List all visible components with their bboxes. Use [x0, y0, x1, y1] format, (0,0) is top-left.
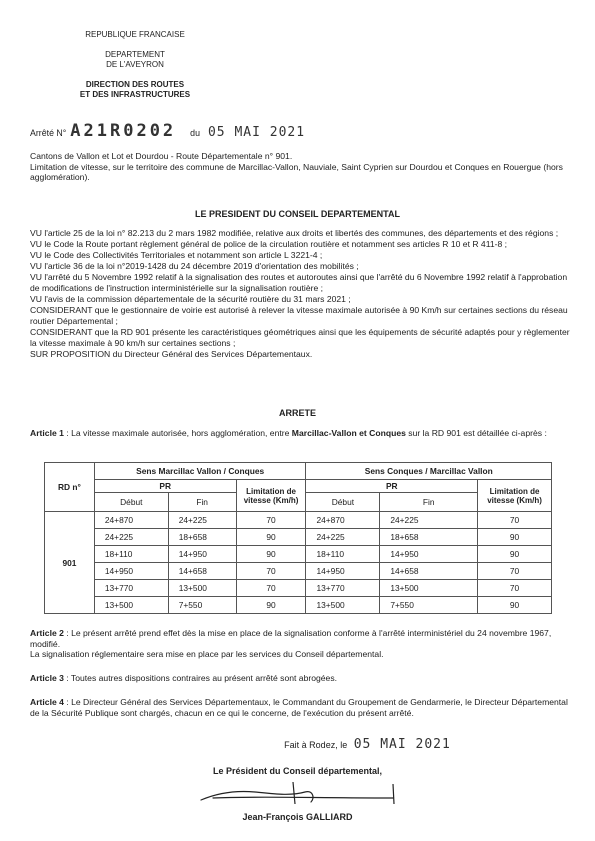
speed-limit-table [44, 462, 552, 614]
debut-1: 13+770 [94, 580, 168, 597]
signature-place: Fait à Rodez, le [284, 740, 348, 750]
article-1-label: Article 1 [30, 428, 64, 438]
handwritten-signature [195, 776, 405, 808]
arrete-du: du [190, 128, 200, 138]
article-1 [30, 428, 570, 439]
speed-2: 70 [478, 563, 552, 580]
debut-header-1: Début [94, 493, 168, 512]
speed-2: 70 [478, 512, 552, 529]
consideration-item: CONSIDERANT que la RD 901 présente les caractéristiques géométriques ainsi que les équipements de sécurité adaptés pour y règlementer la vitesse maximale à 90 km/h sur certaines sections ; [30, 327, 570, 348]
pr-header-1: PR [94, 480, 236, 493]
debut-2: 13+770 [306, 580, 380, 597]
fin-2: 24+225 [380, 512, 478, 529]
debut-1: 24+870 [94, 512, 168, 529]
fin-2: 18+658 [380, 529, 478, 546]
rd-header: RD n° [45, 463, 95, 512]
direction-1-header: Sens Marcillac Vallon / Conques [94, 463, 306, 480]
table-row [45, 580, 552, 597]
limit-header-1: Limitation de vitesse (Km/h) [236, 480, 306, 512]
intro-line-1: Cantons de Vallon et Lot et Dourdou - Route Départementale n° 901. [30, 151, 293, 161]
article-3 [30, 673, 570, 684]
debut-1: 14+950 [94, 563, 168, 580]
debut-2: 14+950 [306, 563, 380, 580]
fin-2: 7+550 [380, 597, 478, 614]
direction-label-2: ET DES INFRASTRUCTURES [79, 90, 191, 99]
speed-1: 90 [236, 546, 306, 563]
fin-1: 13+500 [168, 580, 236, 597]
speed-2: 90 [478, 529, 552, 546]
direction-label-1: DIRECTION DES ROUTES [85, 79, 185, 89]
table-row [45, 512, 552, 529]
department-name: DE L'AVEYRON [106, 60, 164, 69]
pr-header-2: PR [306, 480, 478, 493]
speed-2: 70 [478, 580, 552, 597]
table-row [45, 529, 552, 546]
signatory-first-name: Jean-François [242, 812, 307, 822]
speed-1: 90 [236, 529, 306, 546]
consideration-item: VU l'arrêté du 5 Novembre 1992 relatif à la signalisation des routes et autoroutes ainsi que l'arrêté du 6 Novembre 1992 relatif à l'approbation de modifications de l'instruction interministérielle sur la signalisation routière ; [30, 272, 568, 293]
signature-date-stamp: 05 MAI 2021 [353, 737, 451, 752]
fin-2: 14+658 [380, 563, 478, 580]
signature-place-date [70, 737, 595, 752]
signature-role: Le Président du Conseil départemental, [212, 766, 383, 776]
article-2-label: Article 2 [30, 628, 64, 638]
article-2 [30, 628, 570, 660]
considerations-list [30, 228, 570, 360]
table-row [45, 546, 552, 563]
consideration-item: VU le Code la Route portant règlement général de police de la circulation routière et notamment ses articles R 10 et R 411-8 ; [30, 239, 508, 249]
consideration-item: CONSIDERANT que le gestionnaire de voirie est autorisé à relever la vitesse maximale autorisée à 90 Km/h sur certaines sections du réseau routier Départemental ; [30, 305, 568, 326]
speed-1: 70 [236, 580, 306, 597]
article-1-bold: Marcillac-Vallon et Conques [291, 428, 406, 438]
consideration-item: VU l'article 36 de la loi n°2019-1428 du 24 décembre 2019 d'orientation des mobilités ; [30, 261, 359, 271]
fin-1: 14+950 [168, 546, 236, 563]
arrete-label: Arrêté N° [30, 128, 67, 138]
consideration-item: VU l'article 25 de la loi n° 82.213 du 2 mars 1982 modifiée, relative aux droits et libertés des communes, des départements et des régions ; [30, 228, 559, 238]
article-2-text: : Le présent arrêté prend effet dès la mise en place de la signalisation conforme à l'arrêté interministériel du 24 novembre 1967, modifié. [30, 628, 552, 649]
speed-2: 90 [478, 546, 552, 563]
article-3-label: Article 3 [30, 673, 64, 683]
debut-1: 24+225 [94, 529, 168, 546]
arrete-title: ARRETE [278, 408, 316, 418]
arrete-reference [30, 121, 305, 141]
arrete-date-stamp: 05 MAI 2021 [207, 125, 306, 140]
letterhead [20, 30, 250, 101]
debut-2: 18+110 [306, 546, 380, 563]
direction-2-header: Sens Conques / Marcillac Vallon [306, 463, 552, 480]
table-row [45, 563, 552, 580]
table-row [45, 597, 552, 614]
intro-paragraph [30, 151, 570, 183]
republic-label: REPUBLIQUE FRANCAISE [85, 30, 185, 39]
arrete-number-stamp: A21R0202 [70, 121, 177, 141]
limit-header-2: Limitation de vitesse (Km/h) [478, 480, 552, 512]
fin-2: 13+500 [380, 580, 478, 597]
president-title: LE PRESIDENT DU CONSEIL DEPARTEMENTAL [194, 209, 400, 219]
debut-2: 24+225 [306, 529, 380, 546]
fin-1: 18+658 [168, 529, 236, 546]
speed-2: 90 [478, 597, 552, 614]
debut-1: 13+500 [94, 597, 168, 614]
article-1-text-a: : La vitesse maximale autorisée, hors agglomération, entre [63, 428, 292, 438]
rd-number: 901 [45, 512, 95, 614]
signatory-last-name: GALLIARD [306, 812, 353, 822]
fin-header-1: Fin [168, 493, 236, 512]
debut-2: 13+500 [306, 597, 380, 614]
article-3-text: : Toutes autres dispositions contraires au présent arrêté sont abrogées. [63, 673, 338, 683]
speed-1: 90 [236, 597, 306, 614]
consideration-item: VU l'avis de la commission départementale de la sécurité routière du 31 mars 2021 ; [30, 294, 351, 304]
fin-1: 7+550 [168, 597, 236, 614]
fin-1: 24+225 [168, 512, 236, 529]
debut-header-2: Début [306, 493, 380, 512]
speed-1: 70 [236, 563, 306, 580]
article-4-text: : Le Directeur Général des Services Départementaux, le Commandant du Groupement de Gendarmerie, le Directeur Départemental de la Sécurité Publique sont chargés, chacun en ce qui le concerne, de l'exécution du présent arrêté. [30, 697, 568, 718]
fin-1: 14+658 [168, 563, 236, 580]
consideration-item: SUR PROPOSITION du Directeur Général des Services Départementaux. [30, 349, 313, 359]
debut-1: 18+110 [94, 546, 168, 563]
article-1-text-b: sur la RD 901 est détaillée ci-après : [405, 428, 547, 438]
fin-header-2: Fin [380, 493, 478, 512]
signatory-name [0, 812, 595, 822]
fin-2: 14+950 [380, 546, 478, 563]
intro-line-2: Limitation de vitesse, sur le territoire des commune de Marcillac-Vallon, Nauviale, Saint Cyprien sur Dourdou et Conques en Rouergue (hors agglomération). [30, 161, 563, 183]
speed-1: 70 [236, 512, 306, 529]
department-label: DEPARTEMENT [105, 49, 165, 59]
article-4-label: Article 4 [30, 697, 64, 707]
article-2-text-2: La signalisation réglementaire sera mise en place par les services du Conseil départemental. [30, 649, 384, 660]
debut-2: 24+870 [306, 512, 380, 529]
consideration-item: VU le Code des Collectivités Territoriales et notamment son article L 3221-4 ; [30, 250, 323, 260]
article-4 [30, 697, 570, 718]
